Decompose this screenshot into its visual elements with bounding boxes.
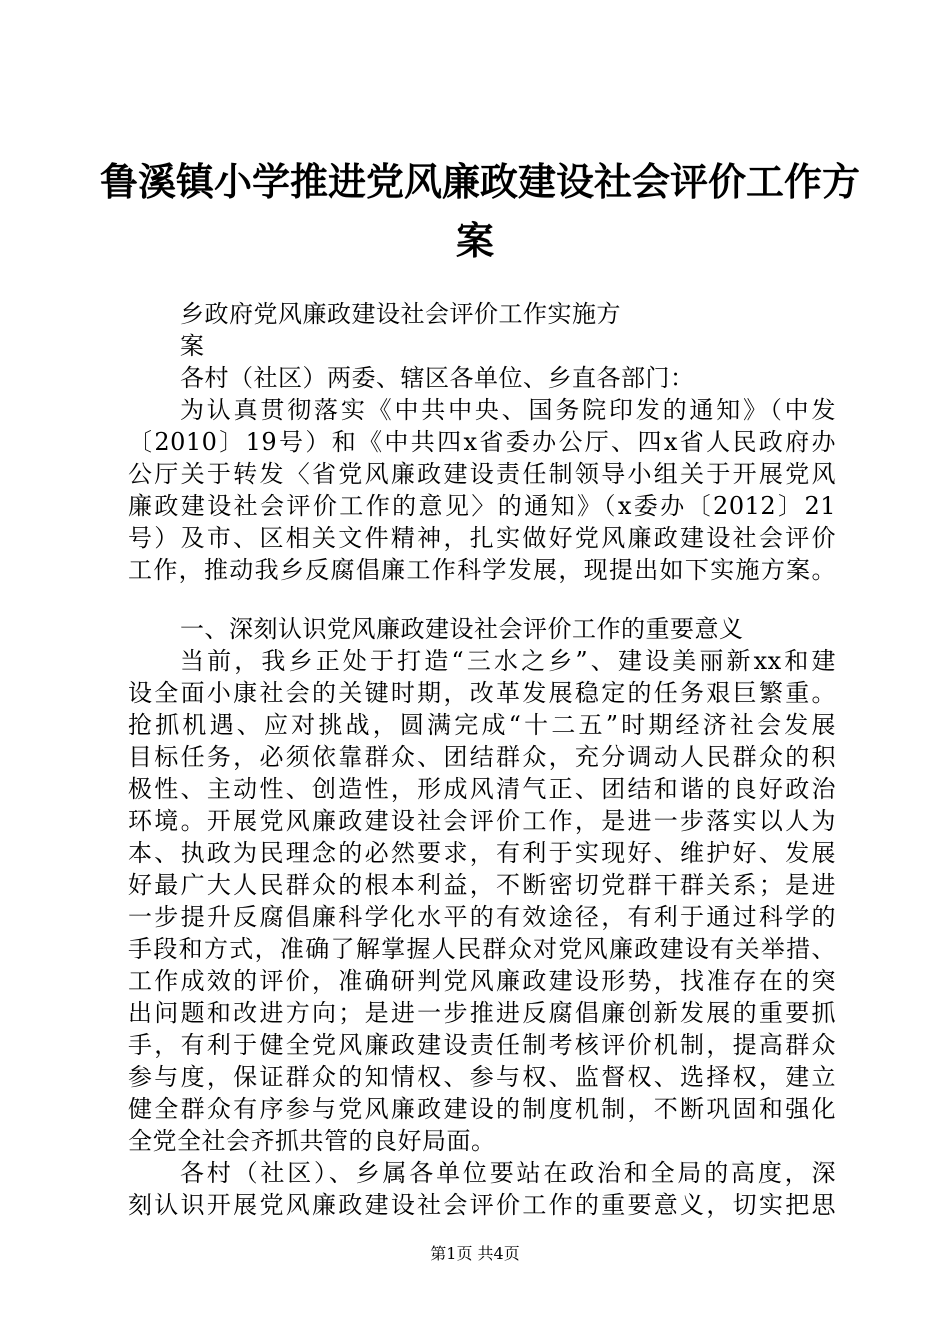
paragraph-line: 〔2010〕19号）和《中共四x省委办公厅、四x省人民政府办 [128,428,836,456]
subtitle-line: 案 [180,332,205,360]
salutation: 各村（社区）两委、辖区各单位、乡直各部门： [180,364,695,392]
paragraph-line: 工作成效的评价，准确研判党风廉政建设形势，找准存在的突 [128,967,836,995]
paragraph-line: 环境。开展党风廉政建设社会评价工作，是进一步落实以人为 [128,807,836,835]
paragraph-line: 健全群众有序参与党风廉政建设的制度机制，不断巩固和强化 [128,1095,836,1123]
paragraph-line: 当前，我乡正处于打造“三水之乡”、建设美丽新xx和建 [180,647,836,675]
paragraph-line: 抢抓机遇、应对挑战，圆满完成“十二五”时期经济社会发展 [128,711,836,739]
paragraph-line: 设全面小康社会的关键时期，改革发展稳定的任务艰巨繁重。 [128,679,836,707]
paragraph-line: 参与度，保证群众的知情权、参与权、监督权、选择权，建立 [128,1063,836,1091]
paragraph-line: 号）及市、区相关文件精神，扎实做好党风廉政建设社会评价 [128,524,836,552]
document-title-line-1: 鲁溪镇小学推进党风廉政建设社会评价工作方 [100,160,861,204]
paragraph-line: 刻认识开展党风廉政建设社会评价工作的重要意义，切实把思 [128,1191,836,1219]
paragraph-line: 廉政建设社会评价工作的意见〉的通知》（x委办〔2012〕21 [128,492,836,520]
paragraph-line: 工作，推动我乡反腐倡廉工作科学发展，现提出如下实施方案。 [128,556,836,584]
paragraph-line: 全党全社会齐抓共管的良好局面。 [128,1127,496,1155]
paragraph-line: 极性、主动性、创造性，形成风清气正、团结和谐的良好政治 [128,775,836,803]
paragraph-line: 出问题和改进方向；是进一步推进反腐倡廉创新发展的重要抓 [128,999,836,1027]
paragraph-line: 公厅关于转发〈省党风廉政建设责任制领导小组关于开展党风 [128,460,836,488]
section-heading: 一、深刻认识党风廉政建设社会评价工作的重要意义 [180,615,744,643]
paragraph-line: 手段和方式，准确了解掌握人民群众对党风廉政建设有关举措、 [128,935,836,963]
paragraph-line: 一步提升反腐倡廉科学化水平的有效途径，有利于通过科学的 [128,903,836,931]
document-title-line-2: 案 [455,219,494,263]
paragraph-line: 好最广大人民群众的根本利益，不断密切党群干群关系；是进 [128,871,836,899]
paragraph-line: 为认真贯彻落实《中共中央、国务院印发的通知》（中发 [180,396,836,424]
paragraph-line: 各村（社区）、乡属各单位要站在政治和全局的高度，深 [180,1159,836,1187]
subtitle-line: 乡政府党风廉政建设社会评价工作实施方 [180,300,621,328]
paragraph-line: 手，有利于健全党风廉政建设责任制考核评价机制，提高群众 [128,1031,836,1059]
page-number-footer: 第1页 共4页 [430,1244,520,1263]
paragraph-line: 目标任务，必须依靠群众、团结群众，充分调动人民群众的积 [128,743,836,771]
paragraph-line: 本、执政为民理念的必然要求，有利于实现好、维护好、发展 [128,839,836,867]
